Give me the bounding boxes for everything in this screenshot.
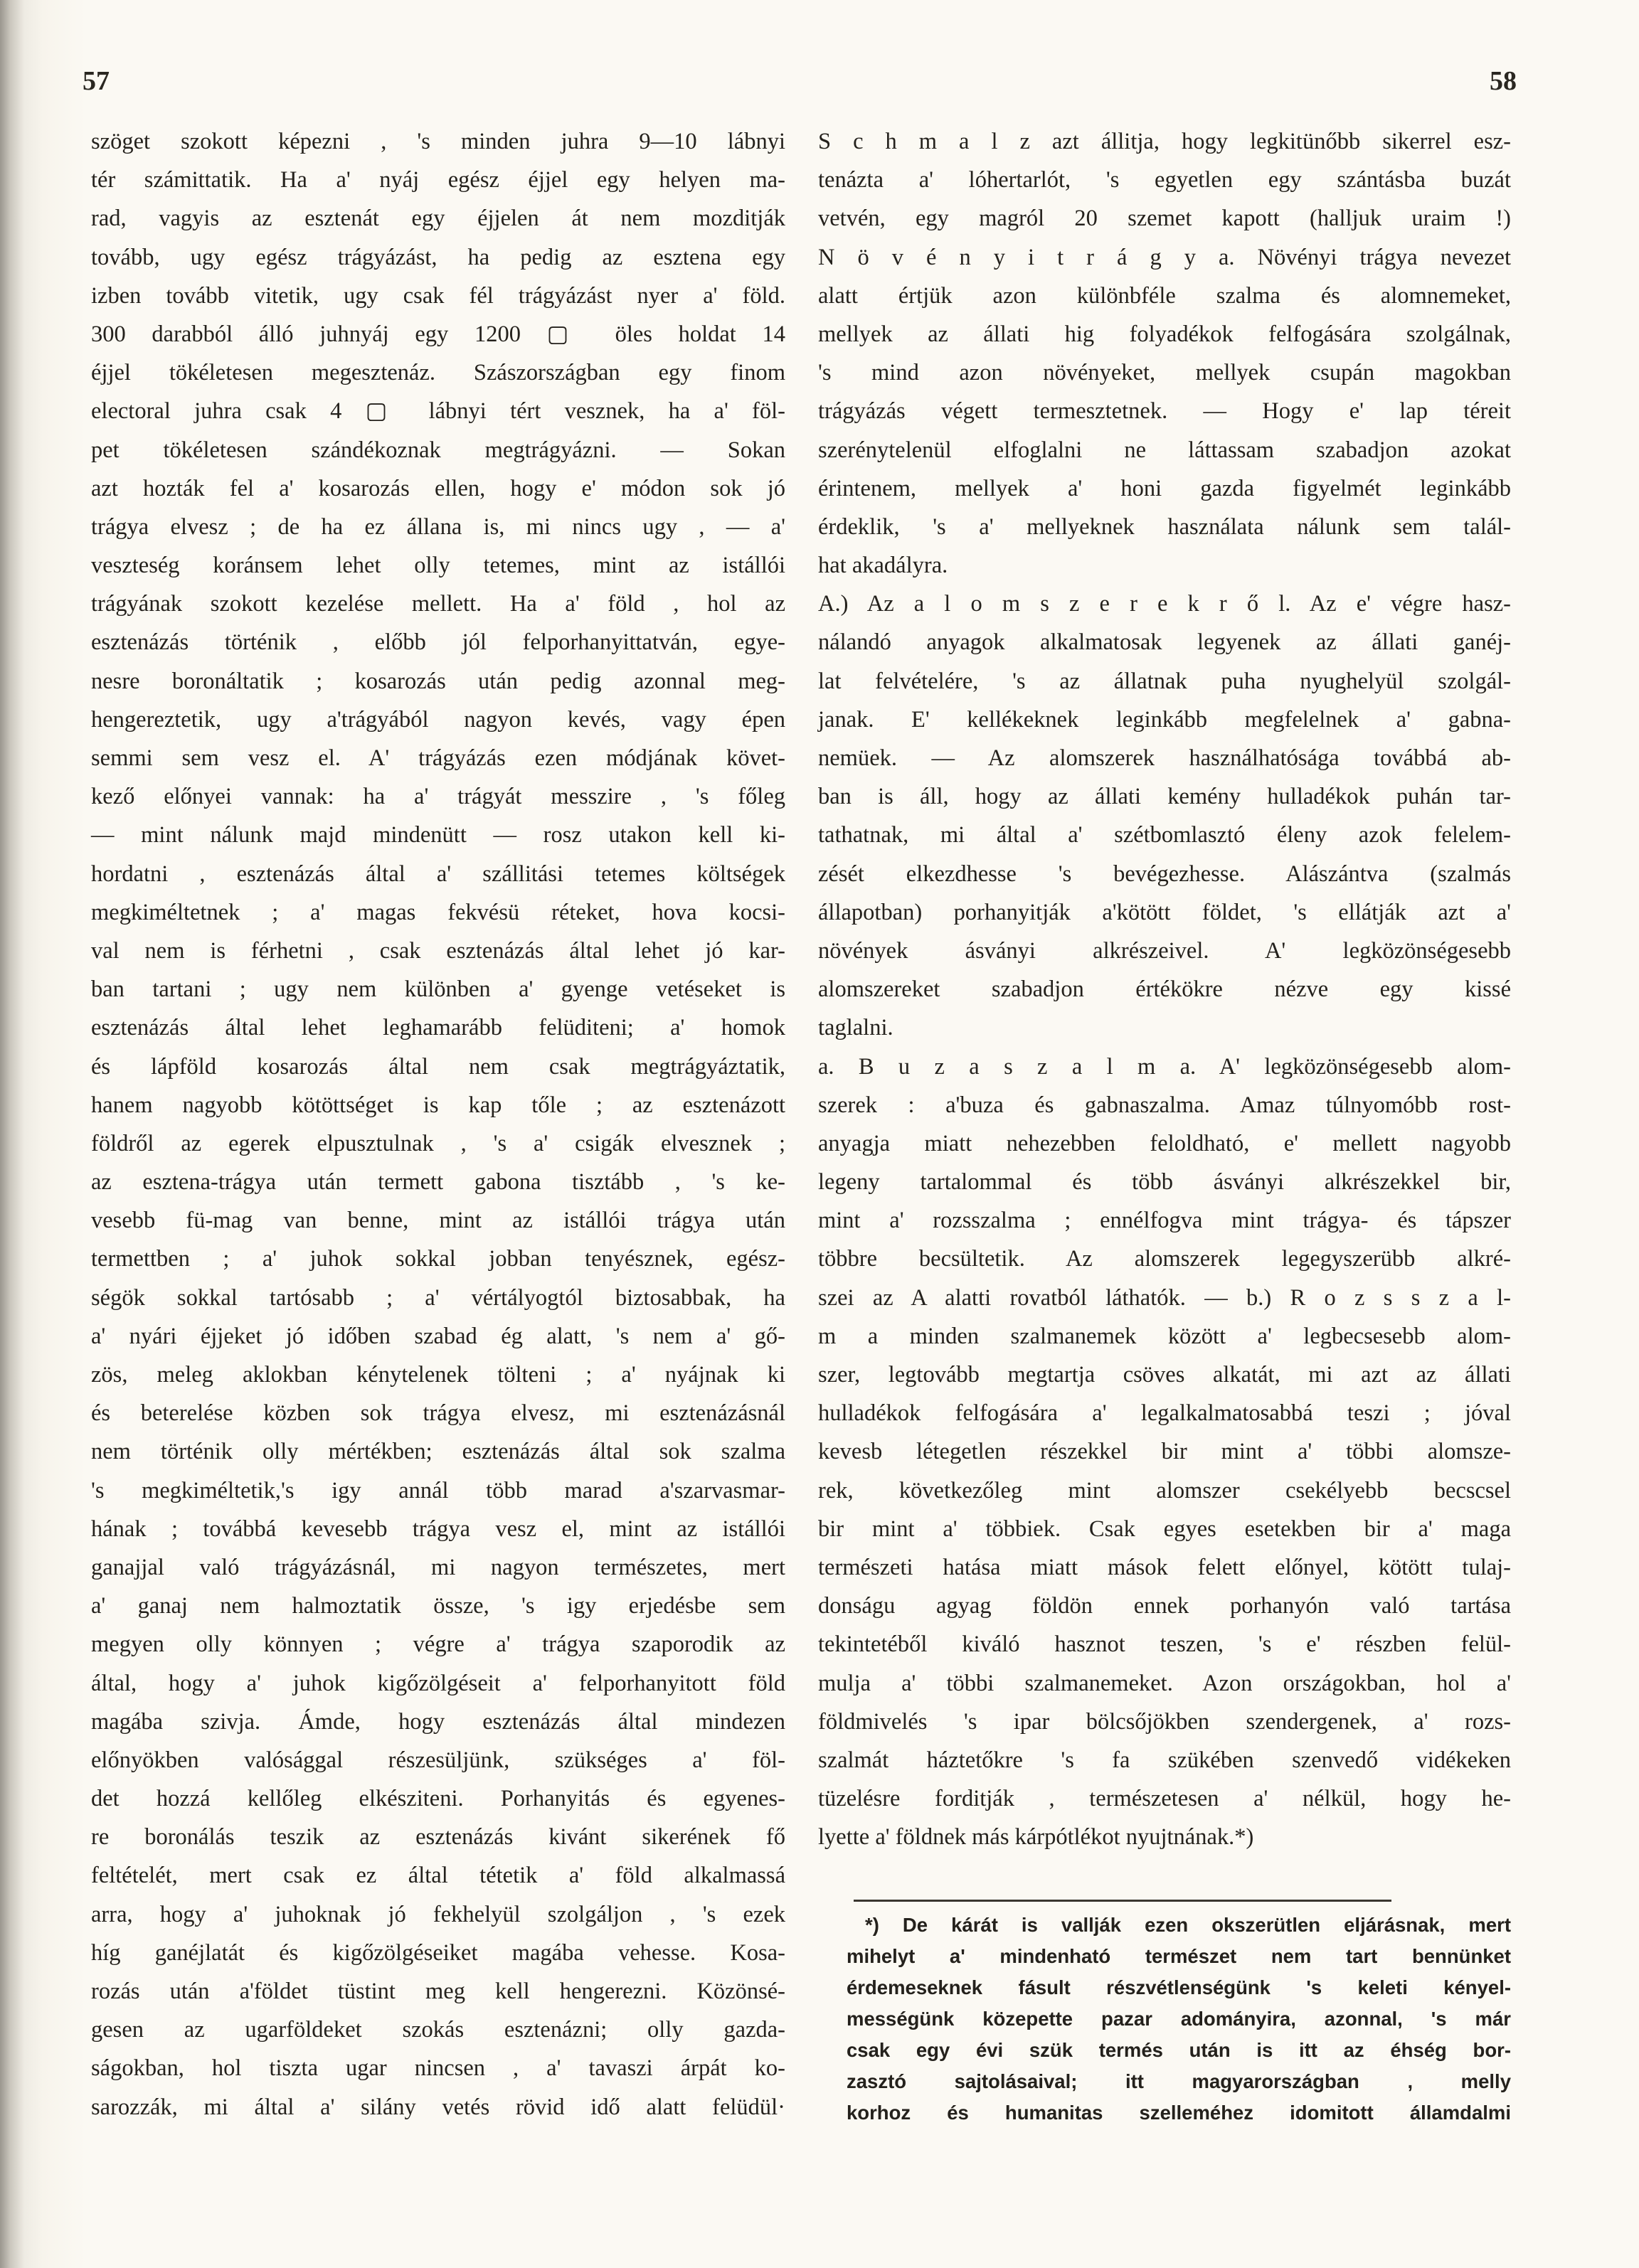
text-line: ban is áll, hogy az állati kemény hulladékok puhán tar- [818, 784, 1511, 810]
text-line: tér számittatik. Ha a' nyáj egész éjjel egy helyen ma- [91, 167, 785, 193]
text-line: bir mint a' többiek. Csak egyes esetekben bir a' maga [818, 1516, 1511, 1542]
text-line: zös, meleg aklokban kénytelenek tölteni ; a' nyájnak ki [91, 1362, 785, 1388]
footnote-divider [854, 1900, 1391, 1902]
text-line: növények ásványi alkrészeivel. A' legközönségesebb [818, 937, 1511, 964]
text-line: kevesb létegetlen részekkel bir mint a' többi alomsze- [818, 1439, 1511, 1465]
text-line: azt hozták fel a' kosarozás ellen, hogy e' módon sok jó [91, 475, 785, 501]
text-line: és beterelése közben sok trágya elvesz, mi esztenázásnál [91, 1400, 785, 1427]
text-line: hulladékok felfogására a' legalkalmatosabbá teszi ; jóval [818, 1400, 1511, 1427]
text-line: trágya elvesz ; de ha ez állana is, mi nincs ugy , — a' [91, 513, 785, 540]
text-line: esztenázás által lehet leghamarább felüditeni; a' homok [91, 1015, 785, 1041]
text-line: éjjel tökéletesen megesztenáz. Szászországban egy finom [91, 360, 785, 386]
right-page-number: 58 [1490, 66, 1517, 96]
text-line: electoral juhra csak 4 ▢ lábnyi tért vesznek, ha a' föl- [91, 398, 785, 425]
footnote-line: érdemeseknek fásult részvétlenségünk 's keleti kényel- [847, 1976, 1511, 1998]
text-line: érdeklik, 's a' mellyeknek használata nálunk sem talál- [818, 513, 1511, 540]
text-line: szöget szokott képezni , 's minden juhra 9—10 lábnyi [91, 129, 785, 154]
text-line: a. B u z a s z a l m a. A' legközönségesebb alom- [818, 1053, 1511, 1080]
text-line: mellyek az állati hig folyadékok felfogására szolgálnak, [818, 321, 1511, 347]
text-line: a' nyári éjjeket jó időben szabad ég alatt, 's nem a' gő- [91, 1323, 785, 1349]
text-line: nemüek. — Az alomszerek használhatósága továbbá ab- [818, 745, 1511, 771]
text-line: magába szivja. Ámde, hogy esztenázás által mindezen [91, 1708, 785, 1735]
text-line: mulja a' többi szalmanemeket. Azon országokban, hol a' [818, 1670, 1511, 1696]
text-line: tüzelésre forditják , természetesen a' nélkül, hogy he- [818, 1786, 1511, 1812]
footnote [847, 1910, 1511, 2129]
text-line: és lápföld kosarozás által nem csak megtrágyáztatik, [91, 1053, 785, 1080]
text-line: anyagja miatt nehezebben feloldható, e' mellett nagyobb [818, 1130, 1511, 1156]
text-line: trágyának szokott kezelése mellett. Ha a' föld , hol az [91, 591, 785, 617]
text-line: tekintetéből kiváló hasznot teszen, 's e' részben felül- [818, 1631, 1511, 1658]
text-line: tovább, ugy egész trágyázást, ha pedig az esztena egy [91, 244, 785, 270]
text-line: sarozzák, mi által a' silány vetés rövid idő alatt felüdül· [91, 2094, 785, 2120]
text-line: hat akadályra. [818, 553, 948, 579]
text-line: nem történik olly mértékben; esztenázás által sok szalma [91, 1439, 785, 1465]
text-line: nesre boronáltatik ; kosarozás után pedig azonnal meg- [91, 668, 785, 694]
text-line: rek, következőleg mint alomszer csekélyebb becscsel [818, 1477, 1511, 1503]
text-line: szer, legtovább megtartja csöves alkatát, mi azt az állati [818, 1362, 1511, 1388]
text-line: hengereztetik, ugy a'trágyából nagyon kevés, vagy épen [91, 706, 785, 733]
text-line: lyette a' földnek más kárpótlékot nyujtnának.*) [818, 1824, 1254, 1851]
text-line: földről az egerek elpusztulnak , 's a' csigák elvesznek ; [91, 1130, 785, 1156]
left-page-number: 57 [83, 66, 110, 96]
right-text-column [818, 122, 1511, 1856]
text-line: A.) Az a l o m s z e r e k r ő l. Az e' végre hasz- [818, 591, 1511, 617]
footnote-line: csak egy évi szük termés után is itt az éhség bor- [847, 2039, 1511, 2061]
text-line: hordatni , esztenázás által a' szállitási tetemes költségek [91, 861, 785, 887]
text-line: rozás után a'földet tüstint meg kell hengerezni. Közönsé- [91, 1979, 785, 2004]
text-line: rad, vagyis az esztenát egy éjjelen át nem mozditják [91, 206, 785, 232]
footnote-line: zasztó sajtolásaival; itt magyarországban , melly [847, 2070, 1511, 2092]
text-line: 's megkiméltetik,'s igy annál több marad a'szarvasmar- [91, 1477, 785, 1503]
text-line: kező előnyei vannak: ha a' trágyát messzire , 's főleg [91, 784, 785, 810]
footnote-line: korhoz és humanitas szelleméhez idomitott államdalmi [847, 2102, 1511, 2124]
text-line: val nem is férhetni , csak esztenázás által lehet jó kar- [91, 937, 785, 964]
text-line: S c h m a l z azt állitja, hogy legkitünőbb sikerrel esz- [818, 129, 1511, 154]
text-line: híg ganéjlatát és kigőzölgéseiket magába vehesse. Kosa- [91, 1939, 785, 1966]
left-text-column [91, 122, 785, 2126]
text-line: szei az A alatti rovatból láthatók. — b.) R o z s s z a l- [818, 1284, 1511, 1311]
text-line: vetvén, egy magról 20 szemet kapott (halljuk uraim !) [818, 206, 1511, 232]
text-line: semmi sem vesz el. A' trágyázás ezen módjának követ- [91, 745, 785, 771]
footnote-line: mihelyt a' mindenható természet nem tart bennünket [847, 1945, 1511, 1967]
text-line: mint a' rozsszalma ; ennélfogva mint trágya- és tápszer [818, 1208, 1511, 1234]
text-line: tathatnak, mi által a' szétbomlasztó éleny azok felelem- [818, 822, 1511, 848]
text-line: által, hogy a' juhok kigőzölgéseit a' felporhanyitott föld [91, 1670, 785, 1696]
footnote-line: mességünk közepette pazar adományira, azonnal, 's már [847, 2008, 1511, 2030]
text-line: feltételét, mert csak ez által tétetik a' föld alkalmassá [91, 1863, 785, 1889]
text-line: pet tökéletesen szándékoznak megtrágyázni. — Sokan [91, 437, 785, 463]
text-line: a' ganaj nem halmoztatik össze, 's igy erjedésbe sem [91, 1593, 785, 1619]
text-line: janak. E' kellékeknek leginkább megfelelnek a' gabna- [818, 706, 1511, 733]
text-line: szerek : a'buza és gabnaszalma. Amaz túlnyomóbb rost- [818, 1092, 1511, 1118]
text-line: előnyökben valósággal részesüljünk, szükséges a' föl- [91, 1747, 785, 1773]
text-line: ságokban, hol tiszta ugar nincsen , a' tavaszi árpát ko- [91, 2055, 785, 2082]
text-line: m a minden szalmanemek között a' legbecsesebb alom- [818, 1323, 1511, 1349]
text-line: arra, hogy a' juhoknak jó fekhelyül szolgáljon , 's ezek [91, 1901, 785, 1927]
text-line: N ö v é n y i t r á g y a. Növényi trágya nevezet [818, 244, 1511, 270]
footnote-line: *) De kárát is vallják ezen okszerütlen eljárásnak, mert [865, 1914, 1511, 1936]
text-line: — mint nálunk majd mindenütt — rosz utakon kell ki- [91, 822, 785, 848]
text-line: 300 darabból álló juhnyáj egy 1200 ▢ öles holdat 14 [91, 321, 785, 347]
text-line: természeti hatása miatt mások felett előnyel, kötött tulaj- [818, 1554, 1511, 1580]
text-line: szerénytelenül elfoglalni ne láttassam szabadjon azokat [818, 437, 1511, 463]
text-line: alomszereket szabadjon értékökre nézve egy kissé [818, 976, 1511, 1003]
text-line: ban tartani ; ugy nem különben a' gyenge vetéseket is [91, 976, 785, 1003]
text-line: ségök sokkal tartósabb ; a' vértályogtól biztosabbak, ha [91, 1284, 785, 1311]
text-line: zését elkezdhesse 's bevégezhesse. Alászántva (szalmás [818, 861, 1511, 887]
text-line: állapotban) porhanyitják a'kötött földet, 's ellátják azt a' [818, 899, 1511, 925]
text-line: szalmát háztetőkre 's fa szükében szenvedő vidékeken [818, 1747, 1511, 1773]
text-line: lat felvételére, 's az állatnak puha nyughelyül szolgál- [818, 668, 1511, 694]
text-line: megyen olly könnyen ; végre a' trágya szaporodik az [91, 1631, 785, 1658]
text-line: re boronálás teszik az esztenázás kivánt sikerének fő [91, 1824, 785, 1851]
text-line: taglalni. [818, 1015, 893, 1041]
text-line: legeny tartalommal és több ásványi alkrészekkel bir, [818, 1169, 1511, 1196]
text-line: termettben ; a' juhok sokkal jobban tenyésznek, egész- [91, 1246, 785, 1272]
text-line: földmivelés 's ipar bölcsőjökben szendergenek, a' rozs- [818, 1708, 1511, 1735]
text-line: 's mind azon növényeket, mellyek csupán magokban [818, 360, 1511, 386]
text-line: veszteség koránsem lehet olly tetemes, mint az istállói [91, 553, 785, 579]
text-line: hanem nagyobb kötöttséget is kap tőle ; az esztenázott [91, 1092, 785, 1118]
text-line: alatt értjük azon különbféle szalma és alomnemeket, [818, 282, 1511, 309]
text-line: megkiméltetnek ; a' magas fekvésü réteket, hova kocsi- [91, 899, 785, 925]
text-line: az esztena-trágya után termett gabona tisztább , 's ke- [91, 1169, 785, 1196]
text-line: többre becsültetik. Az alomszerek legegyszerübb alkré- [818, 1246, 1511, 1272]
text-line: izben tovább vitetik, ugy csak fél trágyázást nyer a' föld. [91, 282, 785, 309]
text-line: det hozzá kellőleg elkésziteni. Porhanyitás és egyenes- [91, 1786, 785, 1812]
text-line: érintenem, mellyek a' honi gazda figyelmét leginkább [818, 475, 1511, 501]
text-line: vesebb fü-mag van benne, mint az istállói trágya után [91, 1208, 785, 1234]
text-line: ganajjal való trágyázásnál, mi nagyon természetes, mert [91, 1554, 785, 1580]
text-line: tenázta a' lóhertarlót, 's egyetlen egy szántásba buzát [818, 167, 1511, 193]
text-line: trágyázás végett termesztetnek. — Hogy e' lap téreit [818, 398, 1511, 425]
text-line: esztenázás történik , előbb jól felporhanyittatván, egye- [91, 629, 785, 656]
text-line: nálandó anyagok alkalmatosak legyenek az állati ganéj- [818, 629, 1511, 656]
text-line: donságu agyag földön ennek porhanyón való tartása [818, 1593, 1511, 1619]
text-line: hának ; továbbá kevesebb trágya vesz el, mint az istállói [91, 1516, 785, 1542]
text-line: gesen az ugarföldeket szokás esztenázni; olly gazda- [91, 2017, 785, 2043]
